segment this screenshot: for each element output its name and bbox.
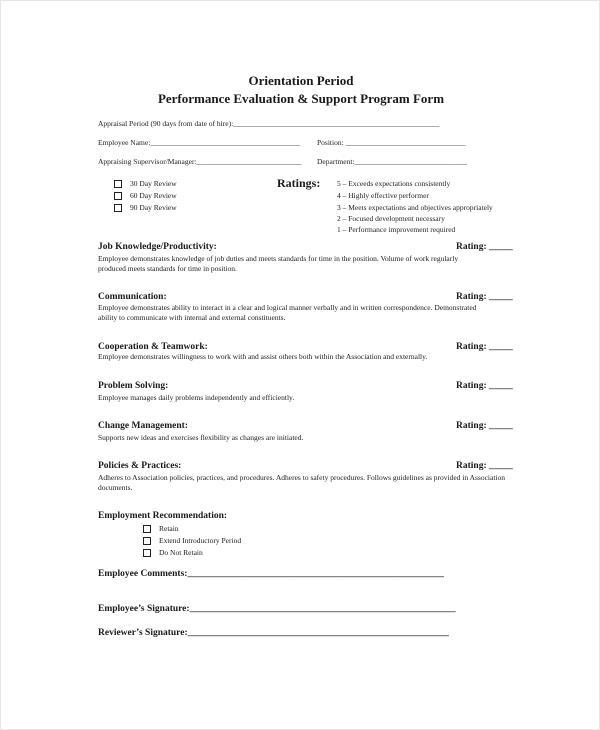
supervisor-field[interactable]: Appraising Supervisor/Manager:____________________________ xyxy=(98,157,302,166)
section-desc-problem-solving: Employee manages daily problems independently and efficiently. xyxy=(98,393,295,402)
rating-field-job-knowledge[interactable]: Rating: _____ xyxy=(456,242,513,252)
section-desc-change-management: Supports new ideas and exercises flexibility as changes are initiated. xyxy=(98,433,304,442)
employee-comments-field[interactable]: Employee Comments:______________________________________________________ xyxy=(98,569,444,579)
position-field[interactable]: Position: ________________________________ xyxy=(317,138,466,147)
review-option-90[interactable]: 90 Day Review xyxy=(114,203,177,212)
form-subtitle: Performance Evaluation & Support Program Form xyxy=(157,91,445,106)
rating-scale-5: 5 – Exceeds expectations consistently xyxy=(337,179,451,188)
rating-scale-4: 4 – Highly effective performer xyxy=(337,191,429,200)
checkbox-icon[interactable] xyxy=(114,180,122,188)
section-title-communication: Communication: xyxy=(98,292,167,302)
appraisal-period-field[interactable]: Appraisal Period (90 days from date of hire):_______________________________________________________ xyxy=(98,119,440,128)
rating-scale-1: 1 – Performance improvement required xyxy=(337,225,456,234)
section-desc-communication: Employee demonstrates ability to interact in a clear and logical manner verbally and in written correspondence. Demonstrated ability to communicate with internal and external constituents. xyxy=(98,303,477,322)
section-title-problem-solving: Problem Solving: xyxy=(98,381,169,391)
recommendation-option-do-not-retain[interactable]: Do Not Retain xyxy=(143,548,203,557)
rating-field-cooperation[interactable]: Rating: _____ xyxy=(456,342,513,352)
section-title-cooperation: Cooperation & Teamwork: xyxy=(98,342,208,352)
section-desc-cooperation: Employee demonstrates willingness to work with and assist others both within the Association and externally. xyxy=(98,352,428,361)
ratings-heading: Ratings: xyxy=(277,176,321,190)
rating-field-change-management[interactable]: Rating: _____ xyxy=(456,421,513,431)
section-desc-job-knowledge: Employee demonstrates knowledge of job duties and meets standards for time in the position. Volume of work regularly produced meets standards for time in position. xyxy=(98,254,459,273)
checkbox-icon[interactable] xyxy=(114,204,122,212)
section-desc-policies: Adheres to Association policies, practices, and procedures. Adheres to safety procedures. Follows guidelines as provided in Association documents. xyxy=(98,473,505,492)
recommendation-option-retain[interactable]: Retain xyxy=(143,524,179,533)
checkbox-icon[interactable] xyxy=(143,537,151,545)
department-field[interactable]: Department:______________________________ xyxy=(317,157,467,166)
rating-scale-2: 2 – Focused development necessary xyxy=(337,214,445,223)
checkbox-icon[interactable] xyxy=(114,192,122,200)
rating-field-communication[interactable]: Rating: _____ xyxy=(456,292,513,302)
form-title: Orientation Period xyxy=(248,73,354,88)
recommendation-title: Employment Recommendation: xyxy=(98,511,228,521)
rating-field-problem-solving[interactable]: Rating: _____ xyxy=(456,381,513,391)
checkbox-icon[interactable] xyxy=(143,549,151,557)
section-title-change-management: Change Management: xyxy=(98,421,188,431)
section-title-policies: Policies & Practices: xyxy=(98,461,182,471)
section-title-job-knowledge: Job Knowledge/Productivity: xyxy=(98,242,217,252)
checkbox-icon[interactable] xyxy=(143,525,151,533)
rating-scale-3: 3 – Meets expectations and objectives appropriately xyxy=(337,203,493,212)
review-option-60[interactable]: 60 Day Review xyxy=(114,191,177,200)
rating-field-policies[interactable]: Rating: _____ xyxy=(456,461,513,471)
employee-signature-field[interactable]: Employee’s Signature:________________________________________________________ xyxy=(98,604,456,614)
employee-name-field[interactable]: Employee Name:________________________________________ xyxy=(98,138,301,147)
review-option-30[interactable]: 30 Day Review xyxy=(114,179,177,188)
reviewer-signature-field[interactable]: Reviewer’s Signature:_______________________________________________________ xyxy=(98,628,449,638)
recommendation-option-extend[interactable]: Extend Introductory Period xyxy=(143,536,241,545)
